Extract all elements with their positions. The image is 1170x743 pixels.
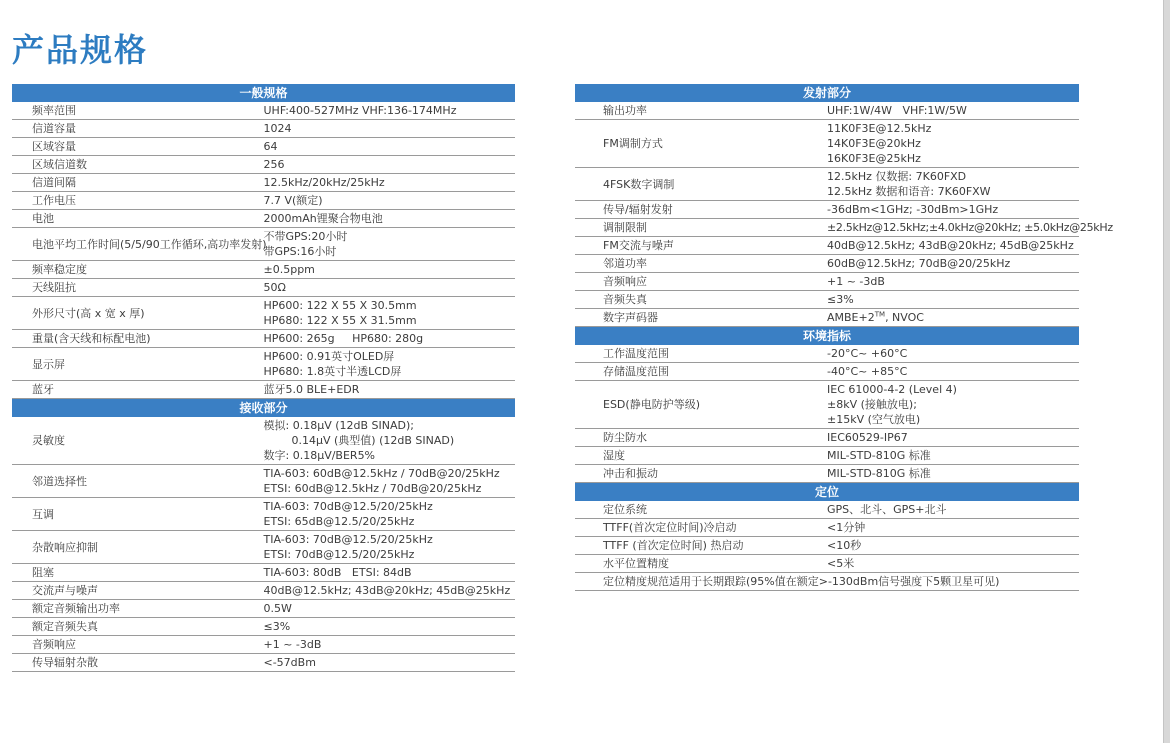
spec-row-ttff-cold: TTFF(首次定位时间)冷启动 <1分钟 — [575, 519, 1079, 537]
spec-row-vocoder: 数字声码器 AMBE+2™, NVOC — [575, 309, 1079, 327]
section-header-environment: 环境指标 — [575, 327, 1079, 346]
spec-row-frequency-stability: 频率稳定度 ±0.5ppm — [12, 261, 515, 279]
spec-row-battery: 电池 2000mAh锂聚合物电池 — [12, 210, 515, 228]
spec-row-voltage: 工作电压 7.7 V(额定) — [12, 192, 515, 210]
page-title: 产品规格 — [12, 31, 149, 69]
spec-row-intermodulation: 互调 TIA-603: 70dB@12.5/20/25kHz ETSI: 65dB@12.5/20/25kHz — [12, 498, 515, 531]
spec-row-sensitivity: 灵敏度 模拟: 0.18μV (12dB SINAD); 0.14μV (典型值) (12dB SINAD) 数字: 0.18μV/BER5% — [12, 417, 515, 465]
spec-row-adjacent-selectivity: 邻道选择性 TIA-603: 60dB@12.5kHz / 70dB@20/25kHz ETSI: 60dB@12.5kHz / 70dB@20/25kHz — [12, 465, 515, 498]
spec-row-bluetooth: 蓝牙 蓝牙5.0 BLE+EDR — [12, 381, 515, 399]
spec-row-ttff-hot: TTFF (首次定位时间) 热启动 <10秒 — [575, 537, 1079, 555]
spec-row-tx-audio-response: 音频响应 +1 ~ -3dB — [575, 273, 1079, 291]
section-header-receive: 接收部分 — [12, 399, 515, 418]
spec-row-battery-life: 电池平均工作时间(5/5/90工作循环,高功率发射) 不带GPS:20小时 带GPS:16小时 — [12, 228, 515, 261]
spec-row-storage-temp: 存储温度范围 -40°C~ +85°C — [575, 363, 1079, 381]
section-header-transmit: 发射部分 — [575, 84, 1079, 102]
spec-row-modulation-limit: 调制限制 ±2.5kHz@12.5kHz;±4.0kHz@20kHz; ±5.0kHz@25kHz — [575, 219, 1079, 237]
spec-row-audio-distortion: 额定音频失真 ≤3% — [12, 618, 515, 636]
spec-row-shock-vibration: 冲击和振动 MIL-STD-810G 标准 — [575, 465, 1079, 483]
spec-row-weight: 重量(含天线和标配电池) HP600: 265g HP680: 280g — [12, 330, 515, 348]
spec-row-zone-channels: 区域信道数 256 — [12, 156, 515, 174]
spec-row-conducted-spurious: 传导辐射杂散 <-57dBm — [12, 654, 515, 672]
spec-row-frequency-range: 频率范围 UHF:400-527MHz VHF:136-174MHz — [12, 102, 515, 120]
spec-row-channel-spacing: 信道间隔 12.5kHz/20kHz/25kHz — [12, 174, 515, 192]
spec-row-operating-temp: 工作温度范围 -20°C~ +60°C — [575, 345, 1079, 363]
spec-row-audio-response: 音频响应 +1 ~ -3dB — [12, 636, 515, 654]
spec-row-antenna-impedance: 天线阻抗 50Ω — [12, 279, 515, 297]
spec-row-ip-rating: 防尘防水 IEC60529-IP67 — [575, 429, 1079, 447]
right-spec-table — [575, 84, 1113, 591]
spec-row-positioning-system: 定位系统 GPS、北斗、GPS+北斗 — [575, 501, 1079, 519]
spec-row-hum-noise: 交流声与噪声 40dB@12.5kHz; 43dB@20kHz; 45dB@25kHz — [12, 582, 515, 600]
spec-row-audio-output: 额定音频输出功率 0.5W — [12, 600, 515, 618]
right-spec-column — [575, 84, 1113, 591]
page-edge — [1163, 0, 1170, 743]
section-header-positioning: 定位 — [575, 483, 1079, 502]
section-header-general: 一般规格 — [12, 84, 515, 102]
spec-row-dimensions: 外形尺寸(高 x 宽 x 厚) HP600: 122 X 55 X 30.5mm HP680: 122 X 55 X 31.5mm — [12, 297, 515, 330]
spec-row-horizontal-accuracy: 水平位置精度 <5米 — [575, 555, 1079, 573]
spec-row-adjacent-power: 邻道功率 60dB@12.5kHz; 70dB@20/25kHz — [575, 255, 1079, 273]
spec-row-fm-modulation: FM调制方式 11K0F3E@12.5kHz 14K0F3E@20kHz 16K0F3E@25kHz — [575, 120, 1079, 168]
spec-row-display: 显示屏 HP600: 0.91英寸OLED屏 HP680: 1.8英寸半透LCD屏 — [12, 348, 515, 381]
spec-row-blocking: 阻塞 TIA-603: 80dB ETSI: 84dB — [12, 564, 515, 582]
spec-row-positioning-note: 定位精度规范适用于长期跟踪(95%值在额定>-130dBm信号强度下5颗卫星可见) — [575, 573, 1079, 591]
spec-row-esd: ESD(静电防护等级) IEC 61000-4-2 (Level 4) ±8kV (接触放电); ±15kV (空气放电) — [575, 381, 1079, 429]
spec-row-spurious-rejection: 杂散响应抑制 TIA-603: 70dB@12.5/20/25kHz ETSI: 70dB@12.5/20/25kHz — [12, 531, 515, 564]
spec-row-fm-hum-noise: FM交流与噪声 40dB@12.5kHz; 43dB@20kHz; 45dB@25kHz — [575, 237, 1079, 255]
spec-row-humidity: 湿度 MIL-STD-810G 标准 — [575, 447, 1079, 465]
left-spec-column — [12, 84, 515, 672]
spec-row-conducted-radiated: 传导/辐射发射 -36dBm<1GHz; -30dBm>1GHz — [575, 201, 1079, 219]
spec-row-channel-capacity: 信道容量 1024 — [12, 120, 515, 138]
spec-row-zone-capacity: 区域容量 64 — [12, 138, 515, 156]
spec-row-tx-audio-distortion: 音频失真 ≤3% — [575, 291, 1079, 309]
left-spec-table — [12, 84, 515, 672]
spec-row-4fsk-modulation: 4FSK数字调制 12.5kHz 仅数据: 7K60FXD 12.5kHz 数据和语音: 7K60FXW — [575, 168, 1079, 201]
spec-row-output-power: 输出功率 UHF:1W/4W VHF:1W/5W — [575, 102, 1079, 120]
